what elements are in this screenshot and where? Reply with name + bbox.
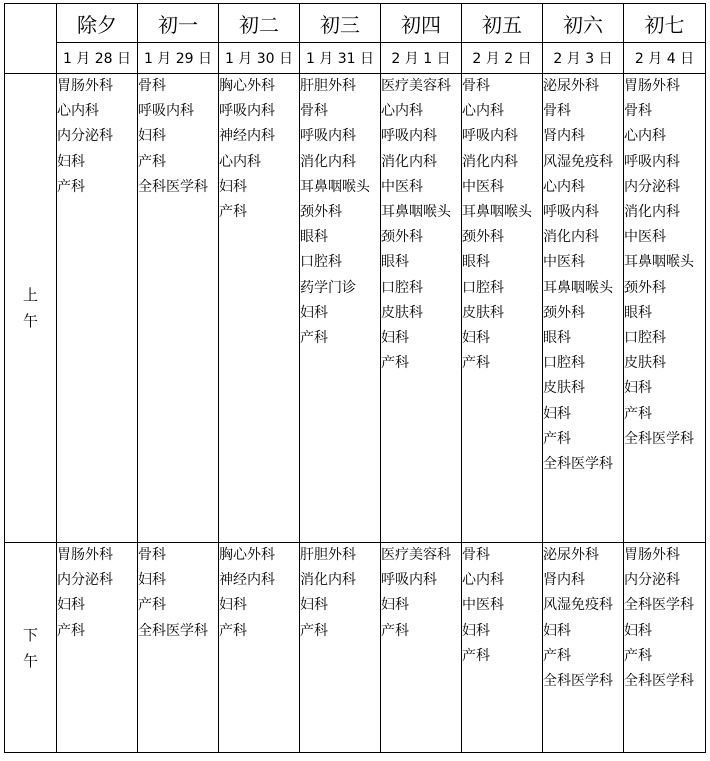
department-list bbox=[219, 74, 300, 543]
department-item: 全科医学科 bbox=[624, 597, 694, 614]
department-list bbox=[300, 543, 381, 753]
header-row-days bbox=[5, 4, 706, 43]
department-item: 全科医学科 bbox=[138, 178, 208, 195]
date-header: 1 月 31 日 bbox=[300, 43, 381, 74]
department-item: 内分泌科 bbox=[624, 178, 680, 195]
department-item: 肾内科 bbox=[543, 128, 585, 145]
department-item: 口腔科 bbox=[624, 330, 666, 347]
department-list bbox=[543, 74, 624, 543]
department-item: 消化内科 bbox=[462, 153, 518, 170]
department-item: 消化内科 bbox=[624, 204, 680, 221]
department-item: 心内科 bbox=[624, 128, 666, 145]
department-item: 产科 bbox=[543, 430, 571, 447]
department-list bbox=[624, 74, 706, 543]
department-item: 内分泌科 bbox=[57, 572, 113, 589]
date-header: 1 月 29 日 bbox=[138, 43, 219, 74]
department-item: 产科 bbox=[624, 647, 652, 664]
department-item: 妇科 bbox=[543, 405, 571, 422]
department-item: 口腔科 bbox=[381, 279, 423, 296]
department-item: 内分泌科 bbox=[624, 572, 680, 589]
department-item: 妇科 bbox=[543, 622, 571, 639]
department-item: 心内科 bbox=[57, 103, 99, 120]
department-item: 呼吸内科 bbox=[381, 572, 437, 589]
department-list bbox=[138, 74, 219, 543]
department-item: 肝胆外科 bbox=[300, 78, 356, 94]
department-item: 妇科 bbox=[381, 330, 409, 347]
department-item: 妇科 bbox=[300, 597, 328, 614]
department-item: 妇科 bbox=[219, 178, 247, 195]
department-item: 中医科 bbox=[624, 229, 666, 246]
schedule-table bbox=[4, 3, 706, 753]
department-item: 全科医学科 bbox=[624, 430, 694, 447]
department-item: 泌尿外科 bbox=[543, 78, 599, 94]
department-list bbox=[543, 543, 624, 753]
department-item: 骨科 bbox=[462, 547, 490, 563]
department-item: 心内科 bbox=[462, 572, 504, 589]
department-item: 眼科 bbox=[300, 229, 328, 246]
department-item: 产科 bbox=[381, 622, 409, 639]
department-item: 消化内科 bbox=[300, 153, 356, 170]
department-item: 妇科 bbox=[138, 572, 166, 589]
afternoon-row bbox=[5, 543, 706, 753]
department-item: 呼吸内科 bbox=[381, 128, 437, 145]
department-item: 中医科 bbox=[381, 178, 423, 195]
morning-label-char: 上 bbox=[22, 286, 38, 304]
department-item: 妇科 bbox=[462, 330, 490, 347]
department-item: 心内科 bbox=[381, 103, 423, 120]
header-row-dates bbox=[5, 43, 706, 74]
day-header: 初三 bbox=[300, 4, 381, 43]
department-item: 心内科 bbox=[462, 103, 504, 120]
department-item: 妇科 bbox=[300, 304, 328, 321]
department-item: 皮肤科 bbox=[462, 304, 504, 321]
department-item: 肝胆外科 bbox=[300, 547, 356, 563]
department-item: 耳鼻咽喉头颈外科 bbox=[381, 204, 451, 246]
day-header: 初四 bbox=[381, 4, 462, 43]
department-item: 骨科 bbox=[138, 78, 166, 94]
department-item: 骨科 bbox=[138, 547, 166, 563]
department-item: 产科 bbox=[57, 178, 85, 195]
department-list bbox=[300, 74, 381, 543]
department-item: 产科 bbox=[381, 355, 409, 372]
department-item: 中医科 bbox=[543, 254, 585, 271]
department-item: 耳鼻咽喉头颈外科 bbox=[624, 254, 694, 296]
date-header: 1 月 28 日 bbox=[57, 43, 138, 74]
department-item: 产科 bbox=[219, 204, 247, 221]
department-item: 皮肤科 bbox=[624, 355, 666, 372]
date-header: 2 月 1 日 bbox=[381, 43, 462, 74]
day-header: 除夕 bbox=[57, 4, 138, 43]
corner-cell bbox=[5, 4, 57, 74]
department-item: 消化内科 bbox=[381, 153, 437, 170]
department-item: 耳鼻咽喉头颈外科 bbox=[300, 178, 370, 221]
department-item: 眼科 bbox=[624, 304, 652, 321]
department-item: 口腔科 bbox=[300, 254, 342, 271]
department-item: 呼吸内科 bbox=[219, 103, 275, 120]
date-header: 2 月 4 日 bbox=[624, 43, 706, 74]
afternoon-label bbox=[5, 543, 57, 753]
department-item: 产科 bbox=[543, 647, 571, 664]
department-item: 骨科 bbox=[624, 103, 652, 120]
department-item: 产科 bbox=[462, 647, 490, 664]
department-item: 全科医学科 bbox=[543, 673, 613, 690]
department-item: 风湿免疫科 bbox=[543, 153, 613, 170]
department-item: 心内科 bbox=[543, 178, 585, 195]
department-item: 产科 bbox=[138, 153, 166, 170]
day-header: 初六 bbox=[543, 4, 624, 43]
department-item: 中医科 bbox=[462, 597, 504, 614]
day-header: 初一 bbox=[138, 4, 219, 43]
department-item: 内分泌科 bbox=[57, 128, 113, 145]
department-item: 神经内科 bbox=[219, 572, 275, 589]
afternoon-label-char: 午 bbox=[22, 651, 38, 670]
department-list bbox=[462, 74, 543, 543]
department-item: 耳鼻咽喉头颈外科 bbox=[462, 204, 532, 246]
department-item: 肾内科 bbox=[543, 572, 585, 589]
day-header: 初五 bbox=[462, 4, 543, 43]
date-header: 1 月 30 日 bbox=[219, 43, 300, 74]
department-item: 妇科 bbox=[219, 597, 247, 614]
department-item: 全科医学科 bbox=[543, 456, 613, 473]
department-item: 眼科 bbox=[462, 254, 490, 271]
department-item: 妇科 bbox=[57, 597, 85, 614]
department-item: 胃肠外科 bbox=[624, 78, 680, 94]
date-header: 2 月 2 日 bbox=[462, 43, 543, 74]
department-item: 消化内科 bbox=[300, 572, 356, 589]
department-list bbox=[57, 74, 138, 543]
department-item: 心内科 bbox=[219, 153, 261, 170]
department-item: 呼吸内科 bbox=[138, 103, 194, 120]
department-item: 产科 bbox=[624, 405, 652, 422]
department-item: 口腔科 bbox=[543, 355, 585, 372]
department-list bbox=[381, 543, 462, 753]
department-item: 妇科 bbox=[57, 153, 85, 170]
department-item: 医疗美容科 bbox=[381, 547, 451, 563]
department-item: 妇科 bbox=[462, 622, 490, 639]
department-item: 泌尿外科 bbox=[543, 547, 599, 563]
department-item: 骨科 bbox=[300, 103, 328, 120]
department-item: 呼吸内科 bbox=[543, 204, 599, 221]
department-item: 风湿免疫科 bbox=[543, 597, 613, 614]
afternoon-label-char: 下 bbox=[22, 625, 38, 644]
department-list bbox=[57, 543, 138, 753]
department-item: 眼科 bbox=[381, 254, 409, 271]
day-header: 初七 bbox=[624, 4, 706, 43]
department-item: 产科 bbox=[57, 622, 85, 639]
department-item: 呼吸内科 bbox=[624, 153, 680, 170]
department-item: 全科医学科 bbox=[138, 622, 208, 639]
department-item: 胃肠外科 bbox=[624, 547, 680, 563]
department-list bbox=[462, 543, 543, 753]
day-header: 初二 bbox=[219, 4, 300, 43]
department-item: 胃肠外科 bbox=[57, 547, 113, 563]
department-list bbox=[624, 543, 706, 753]
department-item: 骨科 bbox=[462, 78, 490, 94]
department-item: 呼吸内科 bbox=[462, 128, 518, 145]
department-item: 皮肤科 bbox=[381, 304, 423, 321]
morning-label bbox=[5, 74, 57, 543]
department-item: 妇科 bbox=[624, 380, 652, 397]
department-item: 妇科 bbox=[624, 622, 652, 639]
morning-row bbox=[5, 74, 706, 543]
department-list bbox=[381, 74, 462, 543]
department-item: 产科 bbox=[219, 622, 247, 639]
department-item: 消化内科 bbox=[543, 229, 599, 246]
department-item: 医疗美容科 bbox=[381, 78, 451, 94]
department-item: 耳鼻咽喉头颈外科 bbox=[543, 279, 613, 321]
department-item: 胸心外科 bbox=[219, 78, 275, 94]
department-item: 胸心外科 bbox=[219, 547, 275, 563]
date-header: 2 月 3 日 bbox=[543, 43, 624, 74]
department-list bbox=[138, 543, 219, 753]
department-item: 妇科 bbox=[381, 597, 409, 614]
department-item: 胃肠外科 bbox=[57, 78, 113, 94]
department-item: 产科 bbox=[300, 330, 328, 347]
department-item: 呼吸内科 bbox=[300, 128, 356, 145]
department-item: 口腔科 bbox=[462, 279, 504, 296]
department-item: 神经内科 bbox=[219, 128, 275, 145]
department-item: 皮肤科 bbox=[543, 380, 585, 397]
department-item: 中医科 bbox=[462, 178, 504, 195]
morning-label-char: 午 bbox=[22, 312, 38, 330]
department-list bbox=[219, 543, 300, 753]
department-item: 产科 bbox=[300, 622, 328, 639]
department-item: 产科 bbox=[462, 355, 490, 372]
department-item: 全科医学科 bbox=[624, 673, 694, 690]
department-item: 产科 bbox=[138, 597, 166, 614]
department-item: 药学门诊 bbox=[300, 279, 356, 296]
department-item: 眼科 bbox=[543, 330, 571, 347]
department-item: 妇科 bbox=[138, 128, 166, 145]
department-item: 骨科 bbox=[543, 103, 571, 120]
